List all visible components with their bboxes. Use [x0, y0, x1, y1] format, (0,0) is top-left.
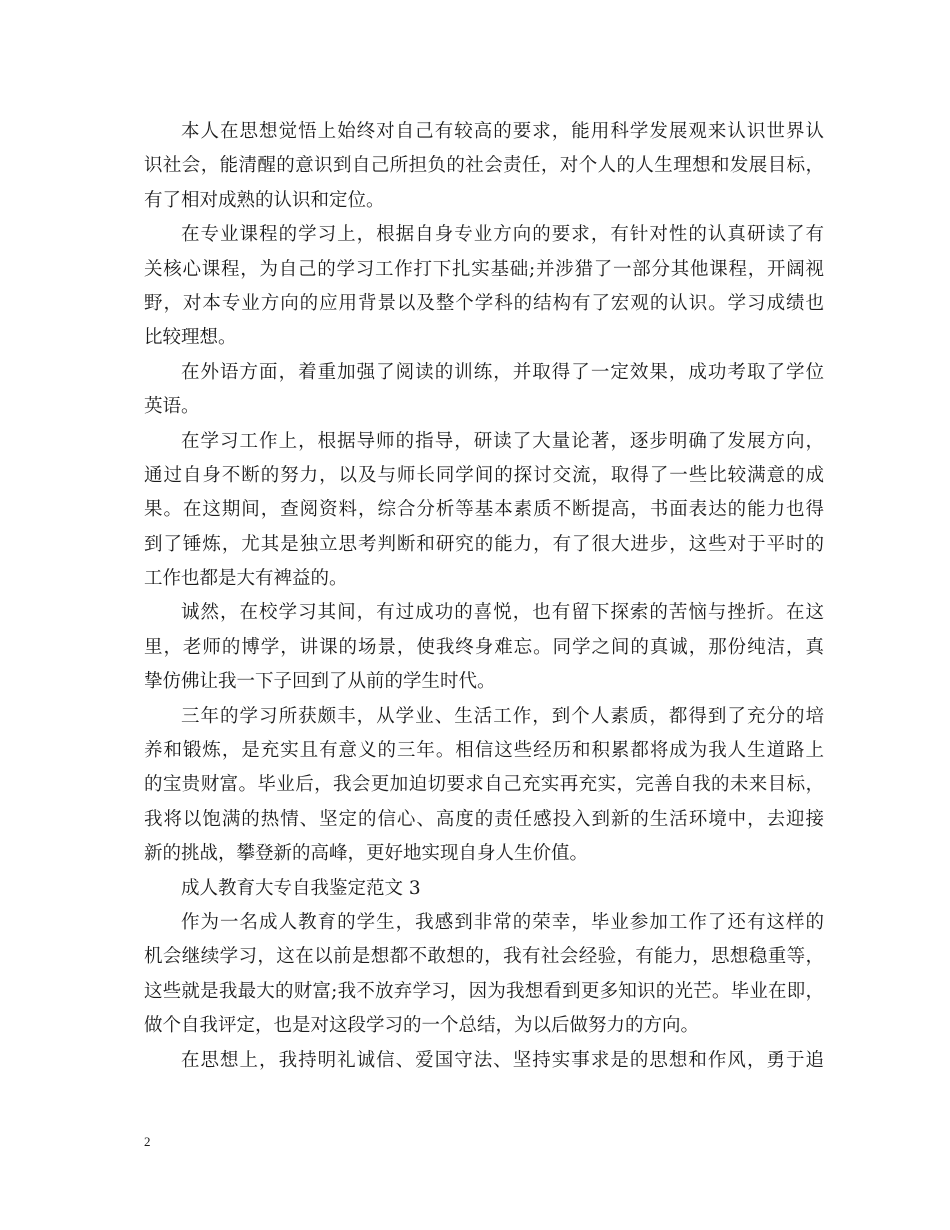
text-line: 果。在这期间，查阅资料，综合分析等基本素质不断提高，书面表达的能力也得: [144, 499, 824, 521]
text-line: 在学习工作上，根据导师的指导，研读了大量论著，逐步明确了发展方向，: [181, 430, 824, 452]
text-line: 新的挑战，攀登新的高峰，更好地实现自身人生价值。: [144, 843, 589, 865]
text-line: 我将以饱满的热情、坚定的信心、高度的责任感投入到新的生活环境中，去迎接: [144, 808, 824, 830]
text-line: 诚然，在校学习其间，有过成功的喜悦，也有留下探索的苦恼与挫折。在这: [181, 602, 824, 624]
text-line: 作为一名成人教育的学生，我感到非常的荣幸，毕业参加工作了还有这样的: [181, 911, 824, 933]
body-text: [144, 115, 824, 1078]
text-line: 到了锤炼，尤其是独立思考判断和研究的能力，有了很大进步，这些对于平时的: [144, 533, 824, 555]
text-line: 有了相对成熟的认识和定位。: [144, 189, 385, 211]
text-line: 里，老师的博学，讲课的场景，使我终身难忘。同学之间的真诚，那份纯洁，真: [144, 636, 824, 658]
text-line: 本人在思想觉悟上始终对自己有较高的要求，能用科学发展观来认识世界认: [181, 121, 824, 142]
text-line: 三年的学习所获颇丰，从学业、生活工作，到个人素质，都得到了充分的培: [181, 705, 824, 727]
page-number: 2: [144, 1134, 151, 1149]
text-line: 这些就是我最大的财富;我不放弃学习，因为我想看到更多知识的光芒。毕业在即，: [144, 980, 824, 1002]
text-line: 做个自我评定，也是对这段学习的一个总结，为以后做努力的方向。: [144, 1015, 700, 1037]
text-line: 英语。: [144, 396, 200, 418]
text-line: 工作也都是大有裨益的。: [144, 568, 348, 590]
text-line: 成人教育大专自我鉴定范文 3: [181, 877, 421, 899]
text-line: 挚仿佛让我一下子回到了从前的学生时代。: [144, 671, 496, 693]
text-line: 在专业课程的学习上，根据自身专业方向的要求，有针对性的认真研读了有: [181, 224, 824, 246]
text-line: 在思想上，我持明礼诚信、爱国守法、坚持实事求是的思想和作风，勇于追: [181, 1049, 824, 1071]
text-line: 比较理想。: [144, 327, 237, 349]
text-line: 识社会，能清醒的意识到自己所担负的社会责任，对个人的人生理想和发展目标，: [144, 155, 824, 177]
text-line: 的宝贵财富。毕业后，我会更加迫切要求自己充实再充实，完善自我的未来目标，: [144, 774, 824, 796]
text-line: 关核心课程，为自己的学习工作打下扎实基础;并涉猎了一部分其他课程，开阔视: [144, 258, 824, 280]
text-line: 野，对本专业方向的应用背景以及整个学科的结构有了宏观的认识。学习成绩也: [144, 292, 824, 314]
text-line: 养和锻炼，是充实且有意义的三年。相信这些经历和积累都将成为我人生道路上: [144, 740, 824, 762]
text-line: 通过自身不断的努力，以及与师长同学间的探讨交流，取得了一些比较满意的成: [144, 464, 824, 486]
text-line: 机会继续学习，这在以前是想都不敢想的，我有社会经验，有能力，思想稳重等，: [144, 946, 824, 968]
text-line: 在外语方面，着重加强了阅读的训练，并取得了一定效果，成功考取了学位: [181, 361, 824, 383]
